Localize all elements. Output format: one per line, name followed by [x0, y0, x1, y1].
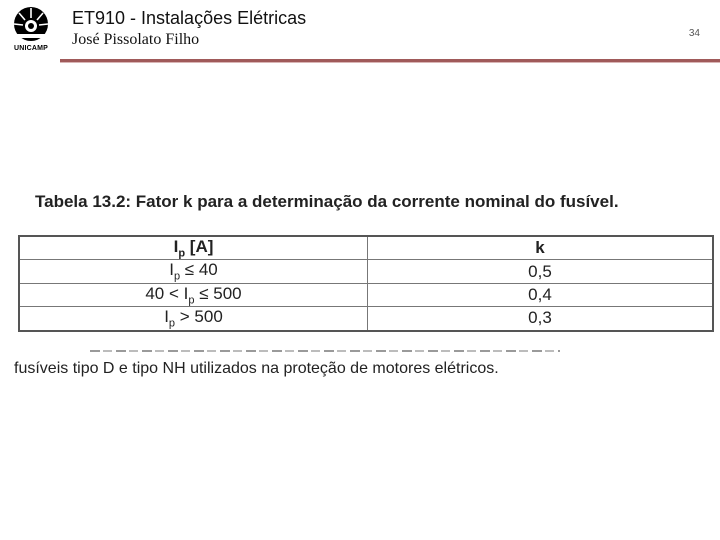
- header-ip-sub: p: [178, 247, 186, 260]
- cell-k-value: 0,5: [368, 260, 714, 283]
- course-title: ET910 - Instalações Elétricas: [72, 8, 307, 28]
- cropped-text-line: [90, 347, 560, 353]
- table-row: [19, 283, 713, 306]
- unicamp-logo-icon: [8, 4, 54, 44]
- table-caption: Tabela 13.2: Fator k para a determinação da corrente nominal do fusível.: [35, 192, 619, 211]
- cell-ip-range: [19, 260, 368, 283]
- cell-ip-pre: 40 <: [145, 283, 184, 303]
- author-name: José Pissolato Filho: [72, 31, 200, 48]
- cell-ip-sub: p: [188, 294, 195, 307]
- cropped-text-fragment: [90, 350, 560, 352]
- cell-k-value: 0,3: [368, 307, 714, 331]
- logo-text: UNICAMP: [13, 45, 49, 52]
- header-ip-main: I: [173, 237, 179, 256]
- table-header-row: [19, 236, 713, 260]
- header-ip-rest: [A]: [185, 237, 214, 256]
- cell-ip-range: [19, 283, 368, 306]
- header-k-main: k: [535, 238, 545, 258]
- header-ip: [19, 236, 368, 260]
- header-rule-shadow: [60, 62, 720, 63]
- cell-ip-rest: ≤ 500: [194, 283, 242, 303]
- unicamp-logo: [8, 4, 54, 56]
- cell-ip-range: [19, 307, 368, 331]
- cell-ip-sub: p: [173, 270, 181, 283]
- cell-ip-main: I: [169, 260, 174, 280]
- fuse-factor-table: [18, 235, 714, 332]
- table-row: [19, 307, 713, 331]
- header-k: [368, 236, 714, 260]
- table-row: [19, 260, 713, 283]
- cell-k-value: 0,4: [368, 283, 714, 306]
- cell-ip-sub: p: [168, 317, 176, 330]
- cell-ip-main: I: [183, 283, 189, 303]
- cell-ip-rest: > 500: [175, 307, 223, 327]
- cell-ip-main: I: [164, 307, 169, 327]
- cell-ip-rest: ≤ 40: [180, 260, 218, 280]
- note-text: fusíveis tipo D e tipo NH utilizados na proteção de motores elétricos.: [14, 360, 499, 377]
- page-number: 34: [688, 28, 700, 39]
